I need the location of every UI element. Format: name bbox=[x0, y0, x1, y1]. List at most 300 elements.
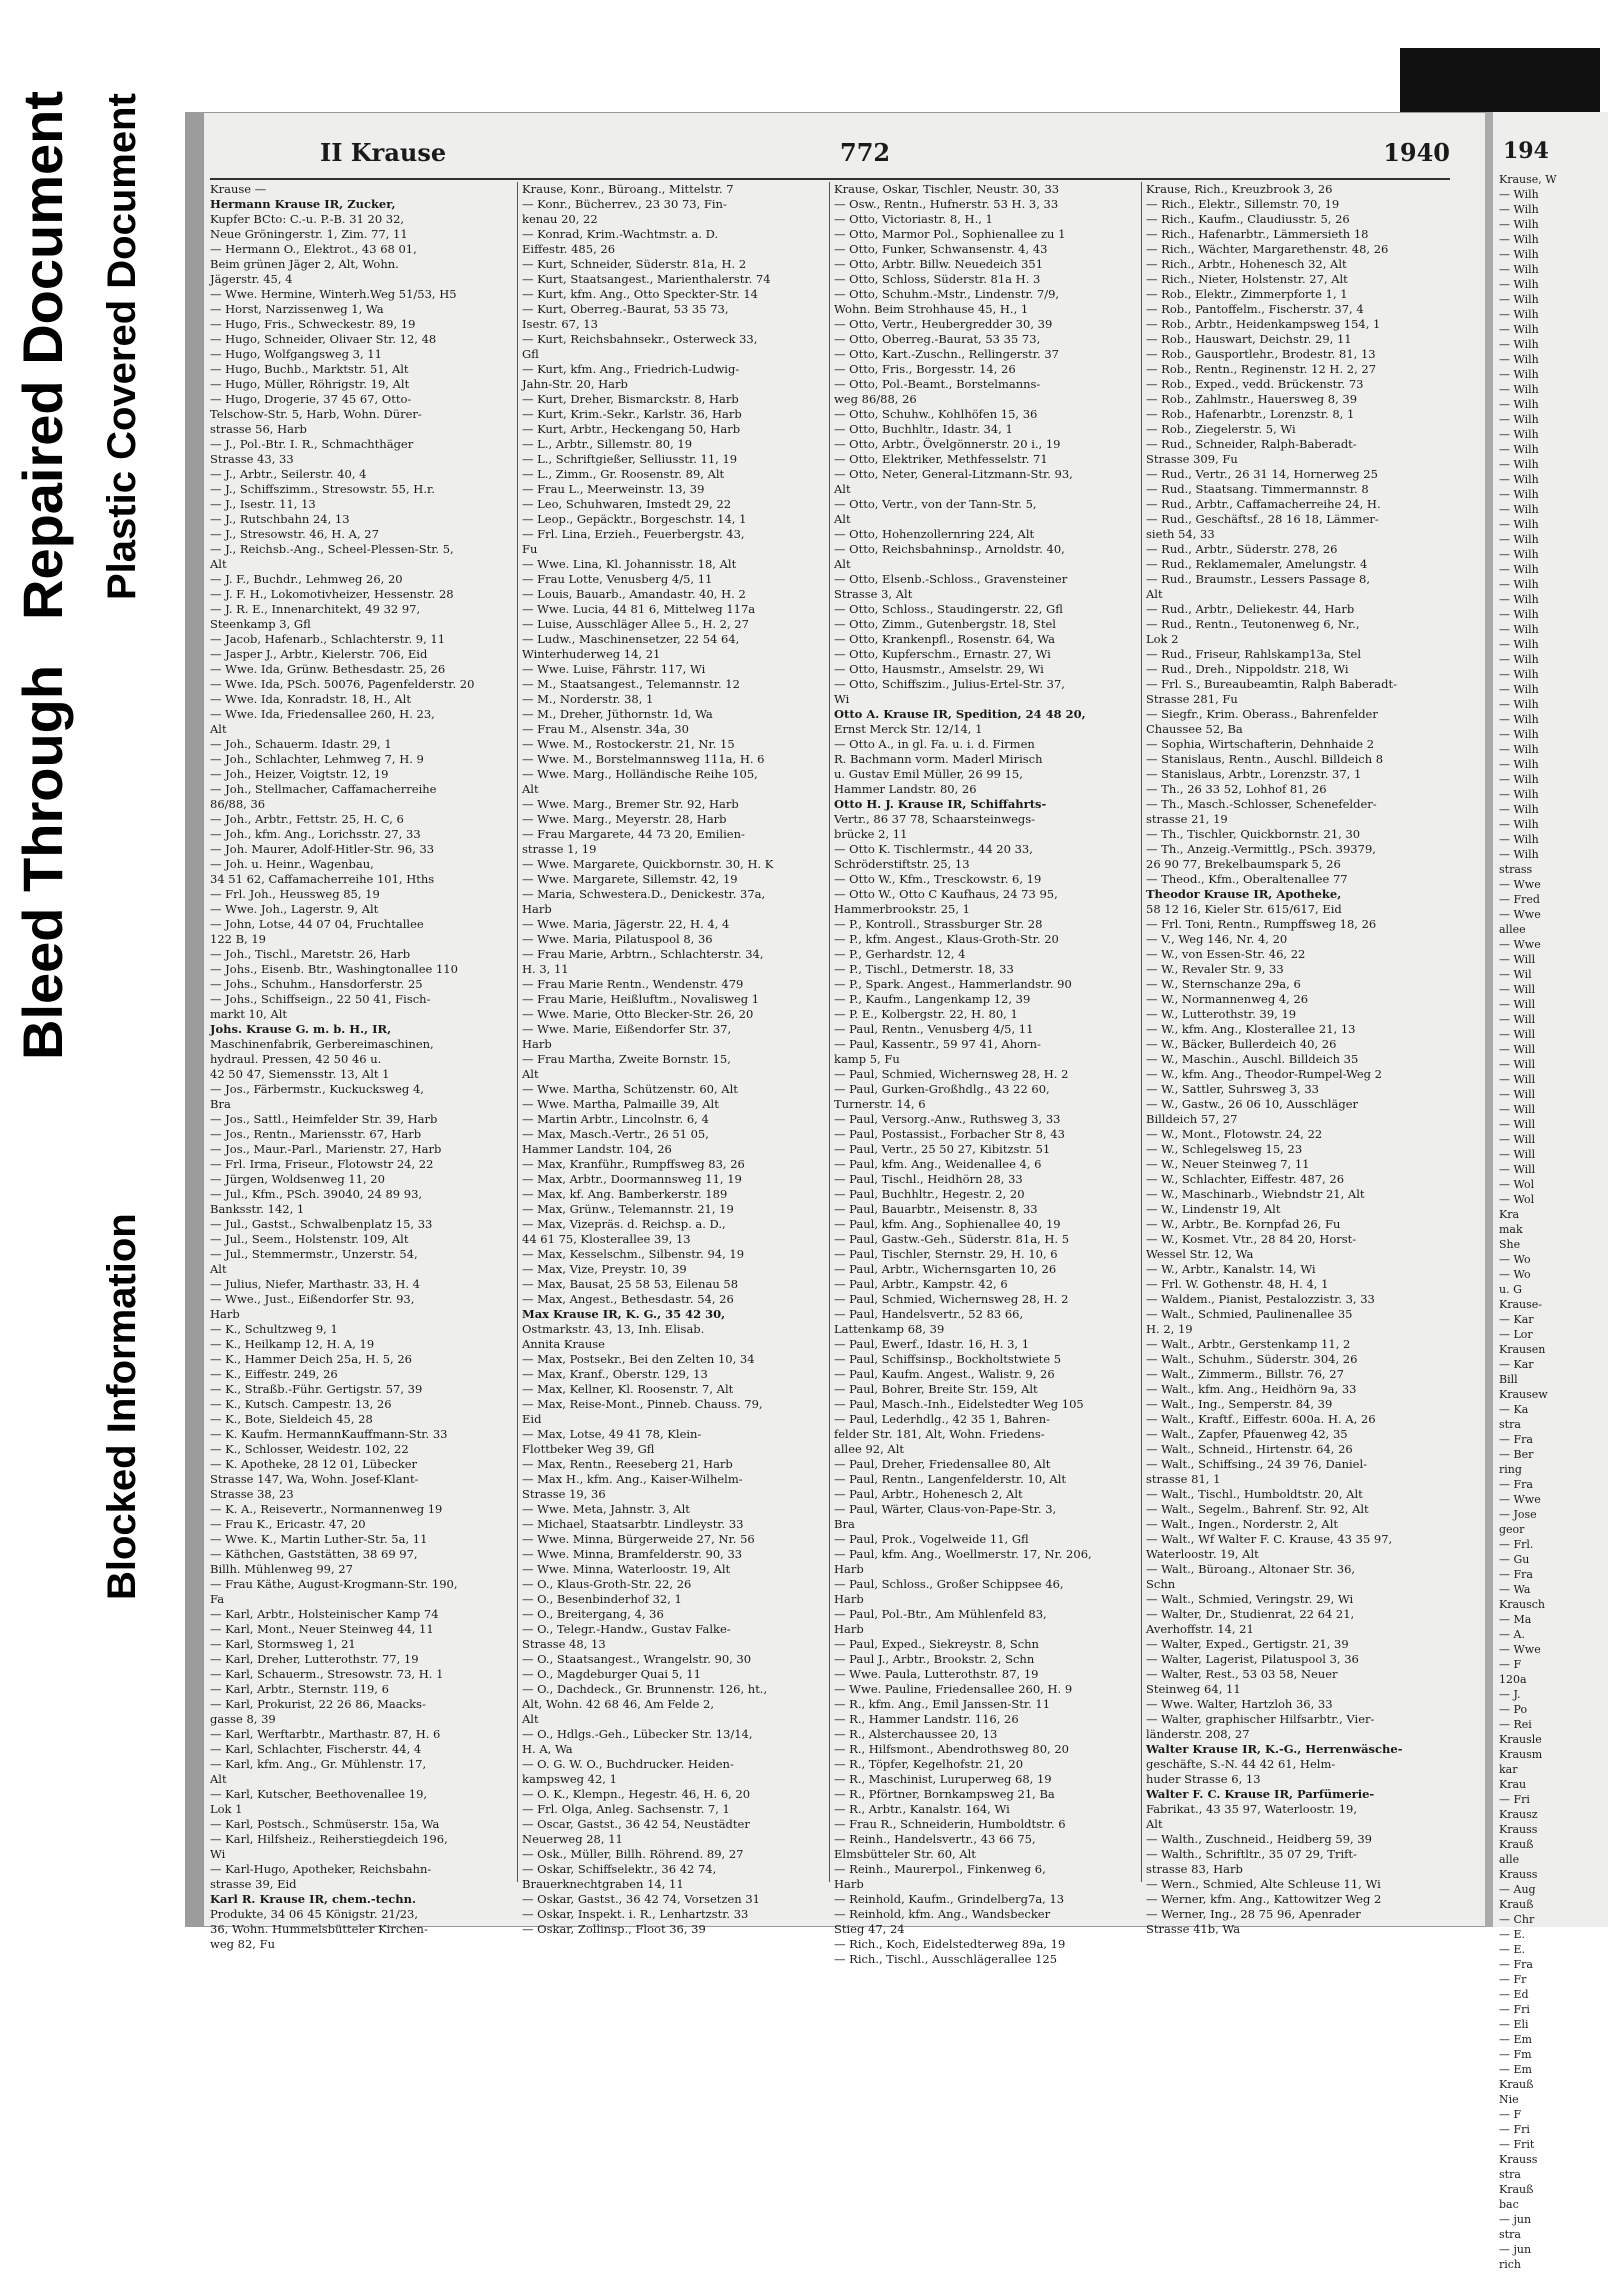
next-page-entry: — Po bbox=[1499, 1703, 1528, 1716]
directory-entry: strasse 1, 19 bbox=[522, 842, 597, 856]
directory-entry: — K., Heilkamp 12, H. A, 19 bbox=[210, 1337, 375, 1351]
blocked-information-label: Blocked Information bbox=[100, 1213, 144, 1600]
next-page-entry: Krausen bbox=[1499, 1343, 1546, 1356]
directory-entry: Hammer Landstr. 104, 26 bbox=[522, 1142, 672, 1156]
next-page-entry: 120a bbox=[1499, 1673, 1527, 1686]
next-page-entry: stra bbox=[1499, 2228, 1521, 2241]
directory-entry: — Walt., Schmied, Veringstr. 29, Wi bbox=[1146, 1592, 1354, 1606]
directory-entry: Harb bbox=[834, 1622, 864, 1636]
directory-entry: Strasse 147, Wa, Wohn. Josef-Klant- bbox=[210, 1472, 419, 1486]
directory-entry: — Max, Rentn., Reeseberg 21, Harb bbox=[522, 1457, 733, 1471]
directory-entry: — Stanislaus, Arbtr., Lorenzstr. 37, 1 bbox=[1146, 767, 1362, 781]
directory-entry: — Sophia, Wirtschafterin, Dehnhaide 2 bbox=[1146, 737, 1375, 751]
directory-entry: 36, Wohn. Hummelsbütteler Kirchen- bbox=[210, 1922, 428, 1936]
next-page-entry: ring bbox=[1499, 1463, 1522, 1476]
directory-entry: — K., Schlosser, Weidestr. 102, 22 bbox=[210, 1442, 409, 1456]
next-page-entry: — Wilh bbox=[1499, 278, 1539, 291]
directory-entry: — Otto, Kart.-Zuschn., Rellingerstr. 37 bbox=[834, 347, 1059, 361]
next-page-entry: — Wilh bbox=[1499, 443, 1539, 456]
directory-entry: — Walt., Tischl., Humboldtstr. 20, Alt bbox=[1146, 1487, 1363, 1501]
directory-entry: — Wwe. Hermine, Winterh.Weg 51/53, H5 bbox=[210, 287, 457, 301]
directory-entry: — Otto, Zimm., Gutenbergstr. 18, Stel bbox=[834, 617, 1056, 631]
directory-entry: — Luise, Ausschläger Allee 5., H. 2, 27 bbox=[522, 617, 749, 631]
directory-entry: Gfl bbox=[522, 347, 539, 361]
directory-entry: Strasse 41b, Wa bbox=[1146, 1922, 1241, 1936]
directory-entry: weg 82, Fu bbox=[210, 1937, 275, 1951]
directory-entry: — J. F., Buchdr., Lehmweg 26, 20 bbox=[210, 572, 403, 586]
directory-entry: — L., Zimm., Gr. Roosenstr. 89, Alt bbox=[522, 467, 725, 481]
next-page-entry: — Wilh bbox=[1499, 428, 1539, 441]
next-page-entry: — Wo bbox=[1499, 1268, 1531, 1281]
directory-entry: — Paul, kfm. Ang., Sophienallee 40, 19 bbox=[834, 1217, 1061, 1231]
next-page-entry: — Wilh bbox=[1499, 398, 1539, 411]
directory-entry: — Ludw., Maschinensetzer, 22 54 64, bbox=[522, 632, 740, 646]
directory-entry: Waterloostr. 19, Alt bbox=[1146, 1547, 1259, 1561]
directory-entry: — Kurt, Dreher, Bismarckstr. 8, Harb bbox=[522, 392, 739, 406]
directory-entry: — Kurt, Reichsbahnsekr., Osterweck 33, bbox=[522, 332, 758, 346]
directory-entry: Fu bbox=[522, 542, 538, 556]
directory-columns bbox=[210, 182, 1450, 1966]
directory-entry: — Karl, Postsch., Schmüserstr. 15a, Wa bbox=[210, 1817, 440, 1831]
directory-entry: — W., kfm. Ang., Klosterallee 21, 13 bbox=[1146, 1022, 1356, 1036]
directory-entry: — Wwe. Marie, Otto Blecker-Str. 26, 20 bbox=[522, 1007, 754, 1021]
directory-entry: — P., Kaufm., Langenkamp 12, 39 bbox=[834, 992, 1031, 1006]
next-page-entry: — Wilh bbox=[1499, 743, 1539, 756]
directory-entry: — W., Lutterothstr. 39, 19 bbox=[1146, 1007, 1297, 1021]
directory-entry: — Walt., Wf Walter F. C. Krause, 43 35 97, bbox=[1146, 1532, 1393, 1546]
next-page-entry: — Wilh bbox=[1499, 368, 1539, 381]
directory-entry: — M., Dreher, Jüthornstr. 1d, Wa bbox=[522, 707, 713, 721]
directory-entry: — W., Gastw., 26 06 10, Ausschläger bbox=[1146, 1097, 1359, 1111]
next-page-entry: — Em bbox=[1499, 2063, 1532, 2076]
directory-entry: — Hugo, Schneider, Olivaer Str. 12, 48 bbox=[210, 332, 437, 346]
directory-entry: — Rud., Staatsang. Timmermannstr. 8 bbox=[1146, 482, 1369, 496]
directory-entry: — Frl. W. Gothenstr. 48, H. 4, 1 bbox=[1146, 1277, 1329, 1291]
directory-entry: — Walt., Kraftf., Eiffestr. 600a. H. A, 26 bbox=[1146, 1412, 1376, 1426]
next-page-entry: — Wilh bbox=[1499, 668, 1539, 681]
directory-entry: — Rud., Arbtr., Caffamacherreihe 24, H. bbox=[1146, 497, 1381, 511]
directory-entry: — Rud., Reklamemaler, Amelungstr. 4 bbox=[1146, 557, 1368, 571]
directory-entry: — J. R. E., Innenarchitekt, 49 32 97, bbox=[210, 602, 421, 616]
directory-entry: — Karl, kfm. Ang., Gr. Mühlenstr. 17, bbox=[210, 1757, 427, 1771]
directory-entry: — Joh. u. Heinr., Wagenbau, bbox=[210, 857, 374, 871]
next-page-entry: — Will bbox=[1499, 998, 1536, 1011]
directory-entry: — Paul, Arbtr., Kampstr. 42, 6 bbox=[834, 1277, 1008, 1291]
next-page-entry: — Wilh bbox=[1499, 218, 1539, 231]
directory-entry: Ernst Merck Str. 12/14, 1 bbox=[834, 722, 983, 736]
next-page-entry: — Wil bbox=[1499, 968, 1532, 981]
directory-entry: — R., Maschinist, Luruperweg 68, 19 bbox=[834, 1772, 1052, 1786]
directory-entry: — Konr., Bücherrev., 23 30 73, Fin- bbox=[522, 197, 727, 211]
directory-entry: — Otto, Buchhltr., Idastr. 34, 1 bbox=[834, 422, 1013, 436]
next-page-entry: — Wilh bbox=[1499, 548, 1539, 561]
next-page-entry: — Wilh bbox=[1499, 188, 1539, 201]
next-page-entry: — Wilh bbox=[1499, 698, 1539, 711]
directory-entry: Hammer Landstr. 80, 26 bbox=[834, 782, 977, 796]
directory-entry: — Karl, Arbtr., Holsteinischer Kamp 74 bbox=[210, 1607, 439, 1621]
directory-entry: — Jos., Färbermstr., Kuckucksweg 4, bbox=[210, 1082, 424, 1096]
next-page-entry: — Fm bbox=[1499, 2048, 1532, 2061]
directory-entry: — Rob., Ziegelerstr. 5, Wi bbox=[1146, 422, 1296, 436]
header-year: 1940 bbox=[1383, 138, 1450, 167]
directory-entry: Fabrikat., 43 35 97, Waterloostr. 19, bbox=[1146, 1802, 1358, 1816]
directory-entry: — Rich., Hafenarbtr., Lämmersieth 18 bbox=[1146, 227, 1369, 241]
directory-entry: — O. G. W. O., Buchdrucker. Heiden- bbox=[522, 1757, 734, 1771]
next-page-entry: — Wo bbox=[1499, 1253, 1531, 1266]
directory-entry: — Otto, Elektriker, Methfesselstr. 71 bbox=[834, 452, 1048, 466]
next-page-entry: mak bbox=[1499, 1223, 1523, 1236]
next-page-entry: Krauss bbox=[1499, 1823, 1538, 1836]
directory-entry: — Rich., Elektr., Sillemstr. 70, 19 bbox=[1146, 197, 1340, 211]
directory-entry: Harb bbox=[210, 1307, 240, 1321]
directory-entry: — Hugo, Müller, Röhrigstr. 19, Alt bbox=[210, 377, 410, 391]
directory-entry: Alt bbox=[210, 722, 227, 736]
directory-entry: — Oskar, Schiffselektr., 36 42 74, bbox=[522, 1862, 717, 1876]
directory-entry: Brauerknechtgraben 14, 11 bbox=[522, 1877, 684, 1891]
directory-entry: — K., Schultzweg 9, 1 bbox=[210, 1322, 338, 1336]
directory-entry: — Paul, Rentn., Langenfelderstr. 10, Alt bbox=[834, 1472, 1066, 1486]
directory-entry: — Jul., Seem., Holstenstr. 109, Alt bbox=[210, 1232, 409, 1246]
directory-entry: — Karl, Hilfsheiz., Reiherstiegdeich 196, bbox=[210, 1832, 448, 1846]
directory-entry: — J., Reichsb.-Ang., Scheel-Plessen-Str. 5, bbox=[210, 542, 454, 556]
directory-entry: — Frau Marie, Heißluftm., Novalisweg 1 bbox=[522, 992, 760, 1006]
directory-entry: Alt bbox=[834, 482, 851, 496]
directory-entry: — Joh., Stellmacher, Caffamacherreihe bbox=[210, 782, 437, 796]
directory-entry: H. 3, 11 bbox=[522, 962, 569, 976]
next-page-entry: — Wilh bbox=[1499, 338, 1539, 351]
directory-entry: Strasse 38, 23 bbox=[210, 1487, 294, 1501]
directory-entry: R. Bachmann vorm. Maderl Mirisch bbox=[834, 752, 1043, 766]
directory-entry: — Karl, Mont., Neuer Steinweg 44, 11 bbox=[210, 1622, 434, 1636]
directory-entry: — Wwe. Ida, Friedensallee 260, H. 23, bbox=[210, 707, 435, 721]
directory-entry: — Rob., Pantoffelm., Fischerstr. 37, 4 bbox=[1146, 302, 1364, 316]
directory-entry: — Max, Angest., Bethesdastr. 54, 26 bbox=[522, 1292, 734, 1306]
directory-entry: — Maria, Schwestera.D., Denickestr. 37a, bbox=[522, 887, 766, 901]
next-page-entry: — Will bbox=[1499, 1133, 1536, 1146]
directory-entry: — J., Schiffszimm., Stresowstr. 55, H.r. bbox=[210, 482, 435, 496]
directory-entry: Neuerweg 28, 11 bbox=[522, 1832, 623, 1846]
directory-entry: 122 B, 19 bbox=[210, 932, 267, 946]
directory-entry: — Paul, Dreher, Friedensallee 80, Alt bbox=[834, 1457, 1051, 1471]
directory-entry: — Joh., Schlachter, Lehmweg 7, H. 9 bbox=[210, 752, 424, 766]
next-page-entry: — Wilh bbox=[1499, 473, 1539, 486]
directory-entry: — Martin Arbtr., Lincolnstr. 6, 4 bbox=[522, 1112, 709, 1126]
next-page-entry: Krauss bbox=[1499, 2153, 1538, 2166]
directory-entry: strasse 81, 1 bbox=[1146, 1472, 1221, 1486]
next-page-entry: — E. bbox=[1499, 1943, 1526, 1956]
directory-entry: — K., Hammer Deich 25a, H. 5, 26 bbox=[210, 1352, 412, 1366]
directory-entry: huder Strasse 6, 13 bbox=[1146, 1772, 1261, 1786]
directory-entry: — Jacob, Hafenarb., Schlachterstr. 9, 11 bbox=[210, 632, 446, 646]
directory-entry: — Stanislaus, Rentn., Auschl. Billdeich 8 bbox=[1146, 752, 1384, 766]
directory-entry: gasse 8, 39 bbox=[210, 1712, 276, 1726]
directory-entry: sieth 54, 33 bbox=[1146, 527, 1215, 541]
directory-entry: — Waldem., Pianist, Pestalozzistr. 3, 33 bbox=[1146, 1292, 1375, 1306]
next-page-entry: — Wilh bbox=[1499, 353, 1539, 366]
directory-entry: — J., Isestr. 11, 13 bbox=[210, 497, 316, 511]
next-page-entry: Krausm bbox=[1499, 1748, 1543, 1761]
directory-entry: — W., Maschinarb., Wiebndstr 21, Alt bbox=[1146, 1187, 1365, 1201]
directory-entry: Alt, Wohn. 42 68 46, Am Felde 2, bbox=[522, 1697, 715, 1711]
directory-entry: — Walter, Dr., Studienrat, 22 64 21, bbox=[1146, 1607, 1355, 1621]
directory-entry: — Leop., Gepäcktr., Borgeschstr. 14, 1 bbox=[522, 512, 747, 526]
next-page-entry: — F bbox=[1499, 2108, 1522, 2121]
directory-entry: — Kurt, kfm. Ang., Otto Speckter-Str. 14 bbox=[522, 287, 759, 301]
directory-entry: — Frau Käthe, August-Krogmann-Str. 190, bbox=[210, 1577, 458, 1591]
directory-entry: — Frl. S., Bureaubeamtin, Ralph Baberadt- bbox=[1146, 677, 1398, 691]
directory-entry: — Rob., Arbtr., Heidenkampsweg 154, 1 bbox=[1146, 317, 1381, 331]
next-page-entry: — Wilh bbox=[1499, 758, 1539, 771]
directory-entry: Strasse 281, Fu bbox=[1146, 692, 1238, 706]
directory-entry: — Walt., Ing., Semperstr. 84, 39 bbox=[1146, 1397, 1333, 1411]
directory-entry: — Paul, Kassentr., 59 97 41, Ahorn- bbox=[834, 1037, 1041, 1051]
directory-entry: — Otto, Reichsbahninsp., Arnoldstr. 40, bbox=[834, 542, 1065, 556]
directory-entry: — Paul, Schloss., Großer Schippsee 46, bbox=[834, 1577, 1064, 1591]
directory-entry: — Kurt, Arbtr., Heckengang 50, Harb bbox=[522, 422, 741, 436]
directory-entry: — O., Hdlgs.-Geh., Lübecker Str. 13/14, bbox=[522, 1727, 753, 1741]
directory-entry: Steenkamp 3, Gfl bbox=[210, 617, 311, 631]
directory-entry: — Otto, Elsenb.-Schloss., Gravensteiner bbox=[834, 572, 1068, 586]
next-page-entry: — Em bbox=[1499, 2033, 1532, 2046]
directory-entry: — Otto K. Tischlermstr., 44 20 33, bbox=[834, 842, 1033, 856]
directory-entry: — Paul, Prok., Vogelweide 11, Gfl bbox=[834, 1532, 1029, 1546]
next-page-entry: — Wilh bbox=[1499, 788, 1539, 801]
directory-entry: Stieg 47, 24 bbox=[834, 1922, 905, 1936]
directory-entry: — O., Breitergang, 4, 36 bbox=[522, 1607, 664, 1621]
directory-entry: — Otto, Vertr., Heubergredder 30, 39 bbox=[834, 317, 1053, 331]
next-page-entry: — Ma bbox=[1499, 1613, 1532, 1626]
next-page-entry: — Wilh bbox=[1499, 488, 1539, 501]
directory-entry: markt 10, Alt bbox=[210, 1007, 288, 1021]
next-page-entry: — Wol bbox=[1499, 1178, 1535, 1191]
directory-entry: — Joh., Arbtr., Fettstr. 25, H. C, 6 bbox=[210, 812, 404, 826]
directory-entry: — Jul., Kfm., PSch. 39040, 24 89 93, bbox=[210, 1187, 423, 1201]
directory-entry: — Otto, Victoriastr. 8, H., 1 bbox=[834, 212, 993, 226]
directory-entry: — R., kfm. Ang., Emil Janssen-Str. 11 bbox=[834, 1697, 1051, 1711]
directory-entry: — Rich., Wächter, Margarethenstr. 48, 26 bbox=[1146, 242, 1389, 256]
directory-entry: — O., Telegr.-Handw., Gustav Falke- bbox=[522, 1622, 731, 1636]
next-page-entry: — Wilh bbox=[1499, 803, 1539, 816]
directory-entry: felder Str. 181, Alt, Wohn. Friedens- bbox=[834, 1427, 1045, 1441]
directory-entry: — Wwe. Marg., Bremer Str. 92, Harb bbox=[522, 797, 739, 811]
directory-entry: Alt bbox=[210, 1262, 227, 1276]
directory-entry: — Max, Kranführ., Rumpffsweg 83, 26 bbox=[522, 1157, 745, 1171]
directory-entry: Lok 2 bbox=[1146, 632, 1179, 646]
directory-entry: — Paul, Arbtr., Hohenesch 2, Alt bbox=[834, 1487, 1023, 1501]
directory-entry: — Walt., Schiffsing., 24 39 76, Daniel- bbox=[1146, 1457, 1368, 1471]
directory-entry: — Th., Tischler, Quickbornstr. 21, 30 bbox=[1146, 827, 1361, 841]
directory-entry: — Max, kf. Ang. Bamberkerstr. 189 bbox=[522, 1187, 728, 1201]
next-page-entry: — Wilh bbox=[1499, 503, 1539, 516]
directory-entry: — Wwe. Marg., Meyerstr. 28, Harb bbox=[522, 812, 727, 826]
directory-entry: Annita Krause bbox=[522, 1337, 605, 1351]
directory-entry: Wi bbox=[210, 1847, 226, 1861]
directory-entry: H. A, Wa bbox=[522, 1742, 573, 1756]
directory-entry: — Wwe. Joh., Lagerstr. 9, Alt bbox=[210, 902, 379, 916]
directory-entry: — Otto, Krankenpfl., Rosenstr. 64, Wa bbox=[834, 632, 1055, 646]
directory-entry: — Paul, Lederhdlg., 42 35 1, Bahren- bbox=[834, 1412, 1051, 1426]
directory-entry: — Karl, Stormsweg 1, 21 bbox=[210, 1637, 356, 1651]
next-page-entry: — Kar bbox=[1499, 1358, 1534, 1371]
directory-entry: — Rich., Nieter, Holstenstr. 27, Alt bbox=[1146, 272, 1348, 286]
next-page-entry: — Wilh bbox=[1499, 833, 1539, 846]
directory-entry: — Jos., Sattl., Heimfelder Str. 39, Harb bbox=[210, 1112, 438, 1126]
directory-entry: — Otto, Arbtr. Billw. Neuedeich 351 bbox=[834, 257, 1044, 271]
directory-entry: — Karl, Schlachter, Fischerstr. 44, 4 bbox=[210, 1742, 422, 1756]
directory-entry: Isestr. 67, 13 bbox=[522, 317, 598, 331]
directory-entry: Walter F. C. Krause IR, Parfümerie- bbox=[1146, 1787, 1375, 1801]
next-page-entry: Krausew bbox=[1499, 1388, 1548, 1401]
directory-entry: — Walt., Schmied, Paulinenallee 35 bbox=[1146, 1307, 1353, 1321]
directory-entry: — Frl. Joh., Heussweg 85, 19 bbox=[210, 887, 380, 901]
directory-entry: Lattenkamp 68, 39 bbox=[834, 1322, 945, 1336]
next-page-entry: — Will bbox=[1499, 1073, 1536, 1086]
directory-entry: Chaussee 52, Ba bbox=[1146, 722, 1243, 736]
directory-entry: Flottbeker Weg 39, Gfl bbox=[522, 1442, 655, 1456]
directory-entry: — P., kfm. Angest., Klaus-Groth-Str. 20 bbox=[834, 932, 1059, 946]
directory-entry: Elmsbütteler Str. 60, Alt bbox=[834, 1847, 976, 1861]
next-page-entry: — Wwe bbox=[1499, 908, 1541, 921]
next-page-entry: — Fri bbox=[1499, 1793, 1530, 1806]
directory-entry: — Paul, Ewerf., Idastr. 16, H. 3, 1 bbox=[834, 1337, 1030, 1351]
directory-entry: — Joh. Maurer, Adolf-Hitler-Str. 96, 33 bbox=[210, 842, 435, 856]
next-page-entry: — Wilh bbox=[1499, 518, 1539, 531]
directory-entry: — Paul, Tischler, Sternstr. 29, H. 10, 6 bbox=[834, 1247, 1058, 1261]
directory-entry: — Frau Marie Rentn., Wendenstr. 479 bbox=[522, 977, 744, 991]
directory-entry: Billdeich 57, 27 bbox=[1146, 1112, 1238, 1126]
directory-entry: — Karl, Arbtr., Sternstr. 119, 6 bbox=[210, 1682, 389, 1696]
directory-entry: — Rob., Gausportlehr., Brodestr. 81, 13 bbox=[1146, 347, 1376, 361]
directory-entry: kenau 20, 22 bbox=[522, 212, 598, 226]
directory-entry: — John, Lotse, 44 07 04, Fruchtallee bbox=[210, 917, 424, 931]
next-page-entry: — Will bbox=[1499, 1103, 1536, 1116]
next-page-entry: — Wilh bbox=[1499, 308, 1539, 321]
next-page-entry: — Wwe bbox=[1499, 1493, 1541, 1506]
directory-entry: — Wern., Schmied, Alte Schleuse 11, Wi bbox=[1146, 1877, 1381, 1891]
directory-entry: — Leo, Schuhwaren, Imstedt 29, 22 bbox=[522, 497, 732, 511]
directory-entry: — Wwe. Maria, Jägerstr. 22, H. 4, 4 bbox=[522, 917, 730, 931]
directory-entry: — Walter, graphischer Hilfsarbtr., Vier- bbox=[1146, 1712, 1375, 1726]
next-page-entry: — Wilh bbox=[1499, 638, 1539, 651]
directory-entry: — Rud., Rentn., Teutonenweg 6, Nr., bbox=[1146, 617, 1360, 631]
directory-entry: geschäfte, S.-N. 44 42 61, Helm- bbox=[1146, 1757, 1336, 1771]
directory-entry: — W., Maschin., Auschl. Billdeich 35 bbox=[1146, 1052, 1359, 1066]
directory-entry: — Paul, Tischl., Heidhörn 28, 33 bbox=[834, 1172, 1023, 1186]
directory-entry: Alt bbox=[210, 1772, 227, 1786]
directory-entry: — Kurt, Staatsangest., Marienthalerstr. 74 bbox=[522, 272, 771, 286]
next-page-entry: Krausz bbox=[1499, 1808, 1538, 1821]
directory-entry: allee 92, Alt bbox=[834, 1442, 905, 1456]
next-page-entry: — Wilh bbox=[1499, 233, 1539, 246]
directory-entry: — Otto, Schloss., Staudingerstr. 22, Gfl bbox=[834, 602, 1063, 616]
directory-entry: — Konrad, Krim.-Wachtmstr. a. D. bbox=[522, 227, 719, 241]
directory-entry: — Frau Marie, Arbtrn., Schlachterstr. 34, bbox=[522, 947, 764, 961]
directory-entry: — Rob., Elektr., Zimmerpforte 1, 1 bbox=[1146, 287, 1348, 301]
directory-entry: Jägerstr. 45, 4 bbox=[210, 272, 293, 286]
directory-entry: Jahn-Str. 20, Harb bbox=[522, 377, 628, 391]
next-page-entry: — F bbox=[1499, 1658, 1522, 1671]
directory-entry: — Th., Anzeig.-Vermittlg., PSch. 39379, bbox=[1146, 842, 1376, 856]
directory-entry: — Wwe., Just., Eißendorfer Str. 93, bbox=[210, 1292, 415, 1306]
directory-entry: Harb bbox=[522, 902, 552, 916]
directory-entry: — Otto, Schuhw., Kohlhöfen 15, 36 bbox=[834, 407, 1038, 421]
directory-entry: — Rich., Arbtr., Hohenesch 32, Alt bbox=[1146, 257, 1347, 271]
next-page-entry: — Rei bbox=[1499, 1718, 1532, 1731]
directory-entry: — R., Töpfer, Kegelhofstr. 21, 20 bbox=[834, 1757, 1024, 1771]
directory-entry: — P., Kontroll., Strassburger Str. 28 bbox=[834, 917, 1043, 931]
plastic-covered-label: Plastic Covered Document bbox=[100, 93, 144, 600]
directory-entry: — Johs., Schuhm., Hansdorferstr. 25 bbox=[210, 977, 423, 991]
next-page-entry: — jun bbox=[1499, 2213, 1532, 2226]
next-page-entry: — Fra bbox=[1499, 1958, 1533, 1971]
directory-entry: — Otto, Hausmstr., Amselstr. 29, Wi bbox=[834, 662, 1044, 676]
directory-entry: — Rob., Rentn., Reginenstr. 12 H. 2, 27 bbox=[1146, 362, 1377, 376]
directory-entry: — Rud., Braumstr., Lessers Passage 8, bbox=[1146, 572, 1371, 586]
directory-entry: — W., Kosmet. Vtr., 28 84 20, Horst- bbox=[1146, 1232, 1357, 1246]
directory-entry: länderstr. 208, 27 bbox=[1146, 1727, 1250, 1741]
directory-entry: — O., Besenbinderhof 32, 1 bbox=[522, 1592, 682, 1606]
next-page-entry: — Ed bbox=[1499, 1988, 1529, 2001]
directory-entry: — Max, Bausat, 25 58 53, Eilenau 58 bbox=[522, 1277, 739, 1291]
directory-entry: — Max, Postsekr., Bei den Zelten 10, 34 bbox=[522, 1352, 755, 1366]
directory-entry: — Otto, Fris., Borgesstr. 14, 26 bbox=[834, 362, 1016, 376]
directory-entry: — Otto A., in gl. Fa. u. i. d. Firmen bbox=[834, 737, 1035, 751]
directory-entry: — P., Spark. Angest., Hammerlandstr. 90 bbox=[834, 977, 1072, 991]
directory-entry: — Joh., Tischl., Maretstr. 26, Harb bbox=[210, 947, 411, 961]
directory-entry: — Walt., Arbtr., Gerstenkamp 11, 2 bbox=[1146, 1337, 1351, 1351]
directory-entry: — Joh., Heizer, Voigtstr. 12, 19 bbox=[210, 767, 389, 781]
next-page-entry: — Wilh bbox=[1499, 683, 1539, 696]
next-page-entry: — Aug bbox=[1499, 1883, 1536, 1896]
directory-entry: Alt bbox=[522, 1067, 539, 1081]
directory-entry: — Osk., Müller, Billh. Röhrend. 89, 27 bbox=[522, 1847, 744, 1861]
next-page-entry: — Fra bbox=[1499, 1433, 1533, 1446]
next-page-entry: bac bbox=[1499, 2198, 1519, 2211]
directory-entry: — Frau K., Ericastr. 47, 20 bbox=[210, 1517, 366, 1531]
next-page-entry: — Gu bbox=[1499, 1553, 1530, 1566]
directory-entry: — Reinh., Maurerpol., Finkenweg 6, bbox=[834, 1862, 1046, 1876]
next-page-entry: Krausle bbox=[1499, 1733, 1542, 1746]
directory-entry: — O., Klaus-Groth-Str. 22, 26 bbox=[522, 1577, 692, 1591]
next-page-entry: — J. bbox=[1499, 1688, 1521, 1701]
next-page-entry: — Will bbox=[1499, 1118, 1536, 1131]
directory-entry: — Wwe. Pauline, Friedensallee 260, H. 9 bbox=[834, 1682, 1073, 1696]
directory-entry: Maschinenfabrik, Gerbereimaschinen, bbox=[210, 1037, 434, 1051]
directory-entry: 86/88, 36 bbox=[210, 797, 266, 811]
directory-entry: — Frl. Lina, Erzieh., Feuerbergstr. 43, bbox=[522, 527, 745, 541]
directory-entry: — Max, Vizepräs. d. Reichsp. a. D., bbox=[522, 1217, 726, 1231]
next-page-entry: Krause, W bbox=[1499, 173, 1557, 186]
directory-entry: Produkte, 34 06 45 Königstr. 21/23, bbox=[210, 1907, 419, 1921]
directory-entry: — Otto, Hohenzollernring 224, Alt bbox=[834, 527, 1035, 541]
directory-entry: — Otto, Kupferschm., Ernastr. 27, Wi bbox=[834, 647, 1051, 661]
directory-entry: — Wwe. Ida, Grünw. Bethesdastr. 25, 26 bbox=[210, 662, 446, 676]
column-rule bbox=[829, 182, 830, 1882]
directory-entry: — Theod., Kfm., Oberaltenallee 77 bbox=[1146, 872, 1348, 886]
next-page-entry: — Will bbox=[1499, 1043, 1536, 1056]
directory-entry: — Rud., Friseur, Rahlskamp13a, Stel bbox=[1146, 647, 1362, 661]
directory-entry: — Louis, Bauarb., Amandastr. 40, H. 2 bbox=[522, 587, 746, 601]
next-page-entry: — A. bbox=[1499, 1628, 1525, 1641]
directory-entry: — W., Mont., Flotowstr. 24, 22 bbox=[1146, 1127, 1323, 1141]
directory-entry: — Frau Margarete, 44 73 20, Emilien- bbox=[522, 827, 745, 841]
directory-entry: strasse 39, Eid bbox=[210, 1877, 297, 1891]
directory-entry: — Wwe. Ida, PSch. 50076, Pagenfelderstr. 20 bbox=[210, 677, 475, 691]
directory-entry: — Karl, Kutscher, Beethovenallee 19, bbox=[210, 1787, 428, 1801]
directory-entry: Karl R. Krause IR, chem.-techn. bbox=[210, 1892, 417, 1906]
directory-entry: — M., Norderstr. 38, 1 bbox=[522, 692, 654, 706]
directory-entry: — Kurt, kfm. Ang., Friedrich-Ludwig- bbox=[522, 362, 740, 376]
